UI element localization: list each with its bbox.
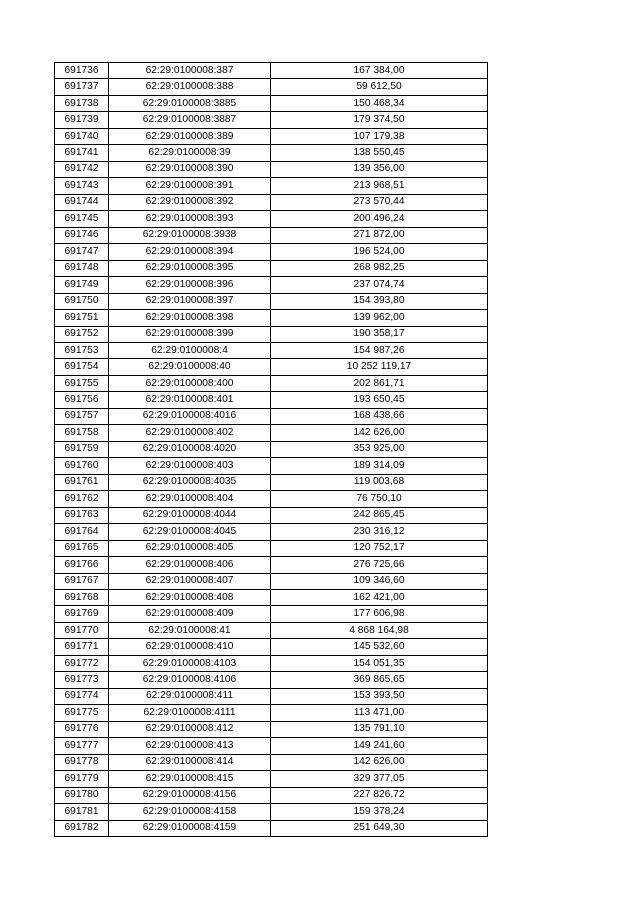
table-row	[55, 293, 488, 309]
table-row	[55, 359, 488, 375]
value-cell: 167 384,00	[271, 63, 488, 79]
table-row	[55, 342, 488, 358]
table-row	[55, 112, 488, 128]
row-number-cell: 691740	[55, 128, 109, 144]
table-row	[55, 590, 488, 606]
row-number-cell: 691767	[55, 573, 109, 589]
cadastral-number-cell: 62:29:0100008:4159	[109, 820, 271, 836]
row-number-cell: 691777	[55, 738, 109, 754]
row-number-cell: 691745	[55, 211, 109, 227]
value-cell: 190 358,17	[271, 326, 488, 342]
row-number-cell: 691762	[55, 491, 109, 507]
table-row	[55, 458, 488, 474]
table-row	[55, 622, 488, 638]
row-number-cell: 691757	[55, 408, 109, 424]
value-cell: 268 982,25	[271, 260, 488, 276]
cadastral-number-cell: 62:29:0100008:410	[109, 639, 271, 655]
value-cell: 202 861,71	[271, 375, 488, 391]
row-number-cell: 691769	[55, 606, 109, 622]
value-cell: 139 962,00	[271, 310, 488, 326]
table-row	[55, 277, 488, 293]
row-number-cell: 691756	[55, 392, 109, 408]
row-number-cell: 691751	[55, 310, 109, 326]
value-cell: 369 865,65	[271, 672, 488, 688]
table-row	[55, 540, 488, 556]
cadastral-number-cell: 62:29:0100008:403	[109, 458, 271, 474]
row-number-cell: 691741	[55, 145, 109, 161]
cadastral-value-table	[54, 62, 488, 837]
value-cell: 135 791,10	[271, 721, 488, 737]
table-row	[55, 655, 488, 671]
value-cell: 273 570,44	[271, 194, 488, 210]
value-cell: 142 626,00	[271, 425, 488, 441]
row-number-cell: 691775	[55, 705, 109, 721]
row-number-cell: 691759	[55, 441, 109, 457]
row-number-cell: 691738	[55, 95, 109, 111]
table-row	[55, 178, 488, 194]
table-row	[55, 79, 488, 95]
cadastral-number-cell: 62:29:0100008:4158	[109, 804, 271, 820]
table-row	[55, 441, 488, 457]
row-number-cell: 691774	[55, 688, 109, 704]
row-number-cell: 691764	[55, 524, 109, 540]
value-cell: 196 524,00	[271, 244, 488, 260]
cadastral-number-cell: 62:29:0100008:389	[109, 128, 271, 144]
row-number-cell: 691747	[55, 244, 109, 260]
cadastral-number-cell: 62:29:0100008:4035	[109, 474, 271, 490]
row-number-cell: 691746	[55, 227, 109, 243]
row-number-cell: 691748	[55, 260, 109, 276]
value-cell: 119 003,68	[271, 474, 488, 490]
value-cell: 213 968,51	[271, 178, 488, 194]
table-row	[55, 771, 488, 787]
table-row	[55, 392, 488, 408]
row-number-cell: 691744	[55, 194, 109, 210]
value-cell: 353 925,00	[271, 441, 488, 457]
table-row	[55, 754, 488, 770]
row-number-cell: 691749	[55, 277, 109, 293]
row-number-cell: 691753	[55, 342, 109, 358]
table-row	[55, 507, 488, 523]
table-row	[55, 145, 488, 161]
cadastral-number-cell: 62:29:0100008:409	[109, 606, 271, 622]
cadastral-number-cell: 62:29:0100008:390	[109, 161, 271, 177]
value-cell: 109 346,60	[271, 573, 488, 589]
value-cell: 138 550,45	[271, 145, 488, 161]
cadastral-number-cell: 62:29:0100008:4106	[109, 672, 271, 688]
value-cell: 59 612,50	[271, 79, 488, 95]
table-row	[55, 95, 488, 111]
table-row	[55, 820, 488, 836]
cadastral-number-cell: 62:29:0100008:413	[109, 738, 271, 754]
value-cell: 271 872,00	[271, 227, 488, 243]
cadastral-number-cell: 62:29:0100008:404	[109, 491, 271, 507]
value-cell: 189 314,09	[271, 458, 488, 474]
table-row	[55, 408, 488, 424]
row-number-cell: 691781	[55, 804, 109, 820]
row-number-cell: 691760	[55, 458, 109, 474]
value-cell: 179 374,50	[271, 112, 488, 128]
table-row	[55, 721, 488, 737]
cadastral-number-cell: 62:29:0100008:4111	[109, 705, 271, 721]
row-number-cell: 691772	[55, 655, 109, 671]
cadastral-number-cell: 62:29:0100008:399	[109, 326, 271, 342]
value-cell: 237 074,74	[271, 277, 488, 293]
cadastral-number-cell: 62:29:0100008:4020	[109, 441, 271, 457]
row-number-cell: 691754	[55, 359, 109, 375]
cadastral-number-cell: 62:29:0100008:392	[109, 194, 271, 210]
value-cell: 159 378,24	[271, 804, 488, 820]
table-row	[55, 375, 488, 391]
value-cell: 154 051,35	[271, 655, 488, 671]
table-row	[55, 244, 488, 260]
table-row	[55, 474, 488, 490]
table-row	[55, 491, 488, 507]
value-cell: 149 241,60	[271, 738, 488, 754]
row-number-cell: 691776	[55, 721, 109, 737]
table-row	[55, 524, 488, 540]
row-number-cell: 691755	[55, 375, 109, 391]
row-number-cell: 691782	[55, 820, 109, 836]
table-row	[55, 573, 488, 589]
cadastral-number-cell: 62:29:0100008:4045	[109, 524, 271, 540]
cadastral-number-cell: 62:29:0100008:4016	[109, 408, 271, 424]
row-number-cell: 691779	[55, 771, 109, 787]
value-cell: 329 377,05	[271, 771, 488, 787]
row-number-cell: 691761	[55, 474, 109, 490]
row-number-cell: 691780	[55, 787, 109, 803]
row-number-cell: 691737	[55, 79, 109, 95]
cadastral-number-cell: 62:29:0100008:407	[109, 573, 271, 589]
value-cell: 154 987,26	[271, 342, 488, 358]
value-cell: 120 752,17	[271, 540, 488, 556]
cadastral-number-cell: 62:29:0100008:412	[109, 721, 271, 737]
table-row	[55, 326, 488, 342]
cadastral-number-cell: 62:29:0100008:406	[109, 557, 271, 573]
row-number-cell: 691778	[55, 754, 109, 770]
value-cell: 276 725,66	[271, 557, 488, 573]
cadastral-number-cell: 62:29:0100008:4103	[109, 655, 271, 671]
cadastral-number-cell: 62:29:0100008:401	[109, 392, 271, 408]
table-row	[55, 787, 488, 803]
value-cell: 177 606,98	[271, 606, 488, 622]
cadastral-number-cell: 62:29:0100008:3887	[109, 112, 271, 128]
cadastral-number-cell: 62:29:0100008:396	[109, 277, 271, 293]
row-number-cell: 691765	[55, 540, 109, 556]
cadastral-number-cell: 62:29:0100008:39	[109, 145, 271, 161]
table-row	[55, 672, 488, 688]
value-cell: 4 868 164,98	[271, 622, 488, 638]
value-cell: 230 316,12	[271, 524, 488, 540]
table-body	[55, 63, 488, 837]
table-row	[55, 227, 488, 243]
cadastral-number-cell: 62:29:0100008:408	[109, 590, 271, 606]
cadastral-number-cell: 62:29:0100008:411	[109, 688, 271, 704]
table-row	[55, 310, 488, 326]
cadastral-number-cell: 62:29:0100008:395	[109, 260, 271, 276]
row-number-cell: 691752	[55, 326, 109, 342]
table-row	[55, 557, 488, 573]
value-cell: 242 865,45	[271, 507, 488, 523]
cadastral-number-cell: 62:29:0100008:397	[109, 293, 271, 309]
cadastral-number-cell: 62:29:0100008:388	[109, 79, 271, 95]
value-cell: 168 438,66	[271, 408, 488, 424]
value-cell: 10 252 119,17	[271, 359, 488, 375]
table-row	[55, 639, 488, 655]
cadastral-number-cell: 62:29:0100008:402	[109, 425, 271, 441]
row-number-cell: 691771	[55, 639, 109, 655]
cadastral-number-cell: 62:29:0100008:394	[109, 244, 271, 260]
value-cell: 107 179,38	[271, 128, 488, 144]
value-cell: 154 393,80	[271, 293, 488, 309]
cadastral-number-cell: 62:29:0100008:387	[109, 63, 271, 79]
table-row	[55, 705, 488, 721]
value-cell: 142 626,00	[271, 754, 488, 770]
value-cell: 251 649,30	[271, 820, 488, 836]
table-row	[55, 211, 488, 227]
cadastral-number-cell: 62:29:0100008:3938	[109, 227, 271, 243]
row-number-cell: 691766	[55, 557, 109, 573]
row-number-cell: 691750	[55, 293, 109, 309]
cadastral-number-cell: 62:29:0100008:398	[109, 310, 271, 326]
cadastral-number-cell: 62:29:0100008:41	[109, 622, 271, 638]
row-number-cell: 691758	[55, 425, 109, 441]
cadastral-number-cell: 62:29:0100008:391	[109, 178, 271, 194]
cadastral-number-cell: 62:29:0100008:405	[109, 540, 271, 556]
table-row	[55, 804, 488, 820]
row-number-cell: 691763	[55, 507, 109, 523]
table-row	[55, 688, 488, 704]
row-number-cell: 691773	[55, 672, 109, 688]
table-row	[55, 161, 488, 177]
row-number-cell: 691742	[55, 161, 109, 177]
value-cell: 153 393,50	[271, 688, 488, 704]
value-cell: 193 650,45	[271, 392, 488, 408]
row-number-cell: 691739	[55, 112, 109, 128]
table-row	[55, 63, 488, 79]
cadastral-number-cell: 62:29:0100008:415	[109, 771, 271, 787]
table-row	[55, 194, 488, 210]
cadastral-number-cell: 62:29:0100008:4	[109, 342, 271, 358]
value-cell: 76 750,10	[271, 491, 488, 507]
row-number-cell: 691768	[55, 590, 109, 606]
table-row	[55, 606, 488, 622]
value-cell: 145 532,60	[271, 639, 488, 655]
row-number-cell: 691743	[55, 178, 109, 194]
value-cell: 139 356,00	[271, 161, 488, 177]
table-row	[55, 738, 488, 754]
value-cell: 227 826,72	[271, 787, 488, 803]
value-cell: 162 421,00	[271, 590, 488, 606]
value-cell: 150 468,34	[271, 95, 488, 111]
cadastral-number-cell: 62:29:0100008:414	[109, 754, 271, 770]
cadastral-number-cell: 62:29:0100008:3885	[109, 95, 271, 111]
row-number-cell: 691736	[55, 63, 109, 79]
value-cell: 113 471,00	[271, 705, 488, 721]
cadastral-number-cell: 62:29:0100008:400	[109, 375, 271, 391]
cadastral-number-cell: 62:29:0100008:393	[109, 211, 271, 227]
cadastral-number-cell: 62:29:0100008:4156	[109, 787, 271, 803]
table-row	[55, 128, 488, 144]
table-row	[55, 425, 488, 441]
cadastral-number-cell: 62:29:0100008:40	[109, 359, 271, 375]
table-row	[55, 260, 488, 276]
value-cell: 200 496,24	[271, 211, 488, 227]
row-number-cell: 691770	[55, 622, 109, 638]
cadastral-number-cell: 62:29:0100008:4044	[109, 507, 271, 523]
